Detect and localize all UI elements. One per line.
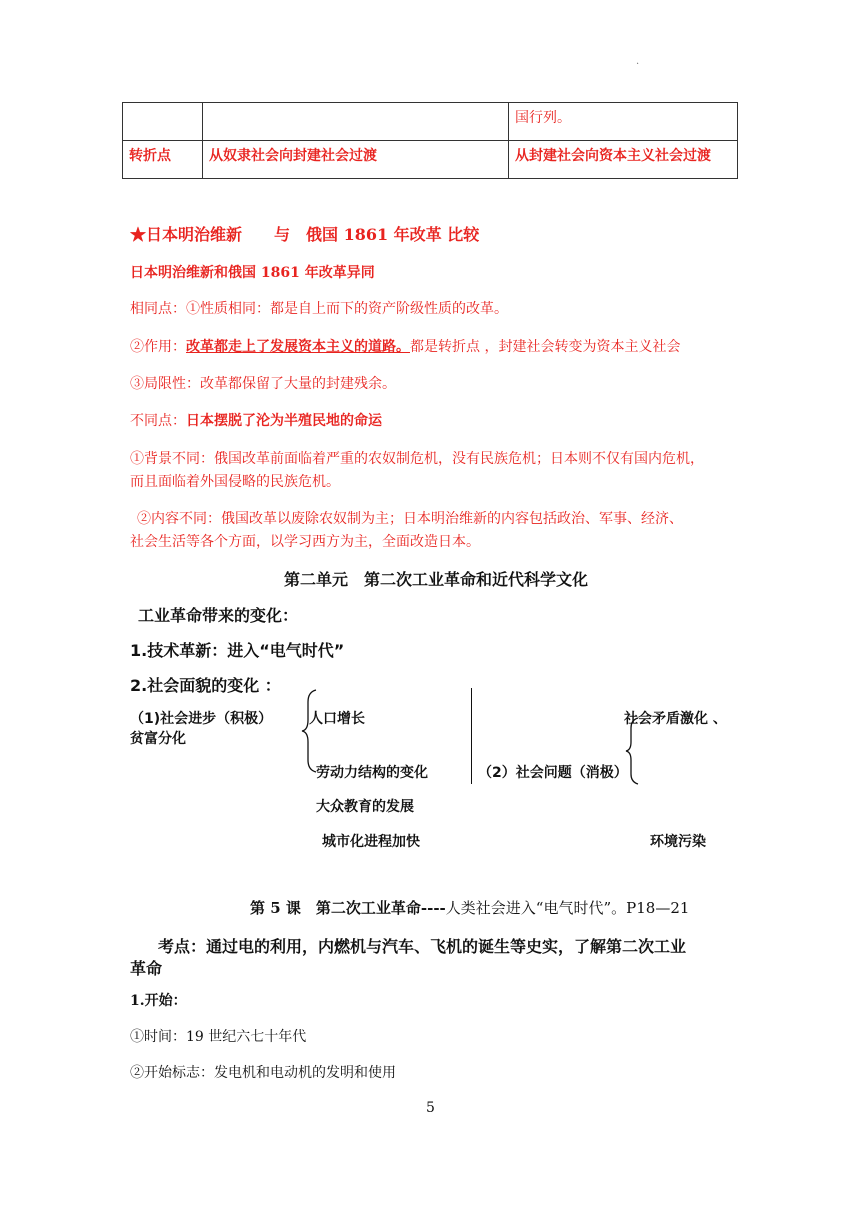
kaodian-line-2: 革命 [130,959,163,978]
divider-line [471,688,472,784]
table-cell: 从封建社会向资本主义社会过渡 [509,141,738,179]
comparison-table [122,102,738,179]
table-cell: 国行列。 [509,103,738,141]
kaodian-line-1: 考点：通过电的利用，内燃机与汽车、飞机的诞生等史实，了解第二次工业 [158,937,687,956]
header-mark: . [636,56,640,67]
lesson-title-rest: 人类社会进入“电气时代”。P18—21 [445,899,690,917]
positive-item: 人口增长 [309,711,365,727]
effect-underlined: 改革都走上了发展资本主义的道路。 [186,339,410,355]
changes-heading: 工业革命带来的变化： [138,606,299,625]
limitation-line: ③局限性：改革都保留了大量的封建残余。 [130,376,396,392]
positive-item: 劳动力结构的变化 [316,765,428,781]
page-number: 5 [426,1100,435,1116]
start-sign: ②开始标志：发电机和电动机的发明和使用 [130,1065,396,1081]
effect-line [130,336,680,356]
table-cell: 从奴隶社会向封建社会过渡 [203,141,509,179]
background-line-2: 而且面临着外国侵略的民族危机。 [130,474,340,490]
item-1: 1.技术革新：进入“电气时代” [130,641,345,660]
negative-item: 社会矛盾激化 、 [624,711,727,727]
effect-rest: 都是转折点 ，封建社会转变为资本主义社会 [410,339,681,355]
negative-item: 环境污染 [650,834,706,850]
diff-label: 不同点： [130,413,186,429]
same-label: 相同点： [130,301,186,317]
table-cell [203,103,509,141]
table-row [123,103,738,141]
diff-line [130,410,382,430]
content-line-2: 社会生活等各个方面，以学习西方为主，全面改造日本。 [130,534,480,550]
diff-bold: 日本摆脱了沦为半殖民地的命运 [186,413,382,429]
same-point [130,298,508,318]
problems-label: （2）社会问题（消极） [478,765,628,781]
progress-label: （1)社会进步（积极） [130,711,273,727]
same-text: ①性质相同：都是自上而下的资产阶级性质的改革。 [186,301,508,317]
lesson-title [250,897,689,918]
progress-label-2: 贫富分化 [130,731,186,747]
table-cell: 转折点 [123,141,203,179]
unit-title: 第二单元 第二次工业革命和近代科学文化 [284,570,589,589]
start-time: ①时间：19 世纪六七十年代 [130,1029,307,1045]
table-cell [123,103,203,141]
lesson-title-bold: 第 5 课 第二次工业革命---- [250,899,446,917]
background-line-1: ①背景不同：俄国改革前面临着严重的农奴制危机，没有民族危机；日本则不仅有国内危机， [130,451,704,467]
comparison-subtitle: 日本明治维新和俄国 1861 年改革异同 [130,265,375,281]
content-line-1: ②内容不同：俄国改革以废除农奴制为主；日本明治维新的内容包括政治、军事、经济、 [137,511,683,527]
effect-label: ②作用： [130,339,186,355]
start-heading: 1.开始： [130,993,187,1009]
comparison-title: ★日本明治维新 与 俄国 1861 年改革 比较 [130,225,480,244]
positive-item: 城市化进程加快 [322,834,420,850]
table-row [123,141,738,179]
positive-item: 大众教育的发展 [316,799,414,815]
item-2: 2.社会面貌的变化 ： [130,676,281,695]
